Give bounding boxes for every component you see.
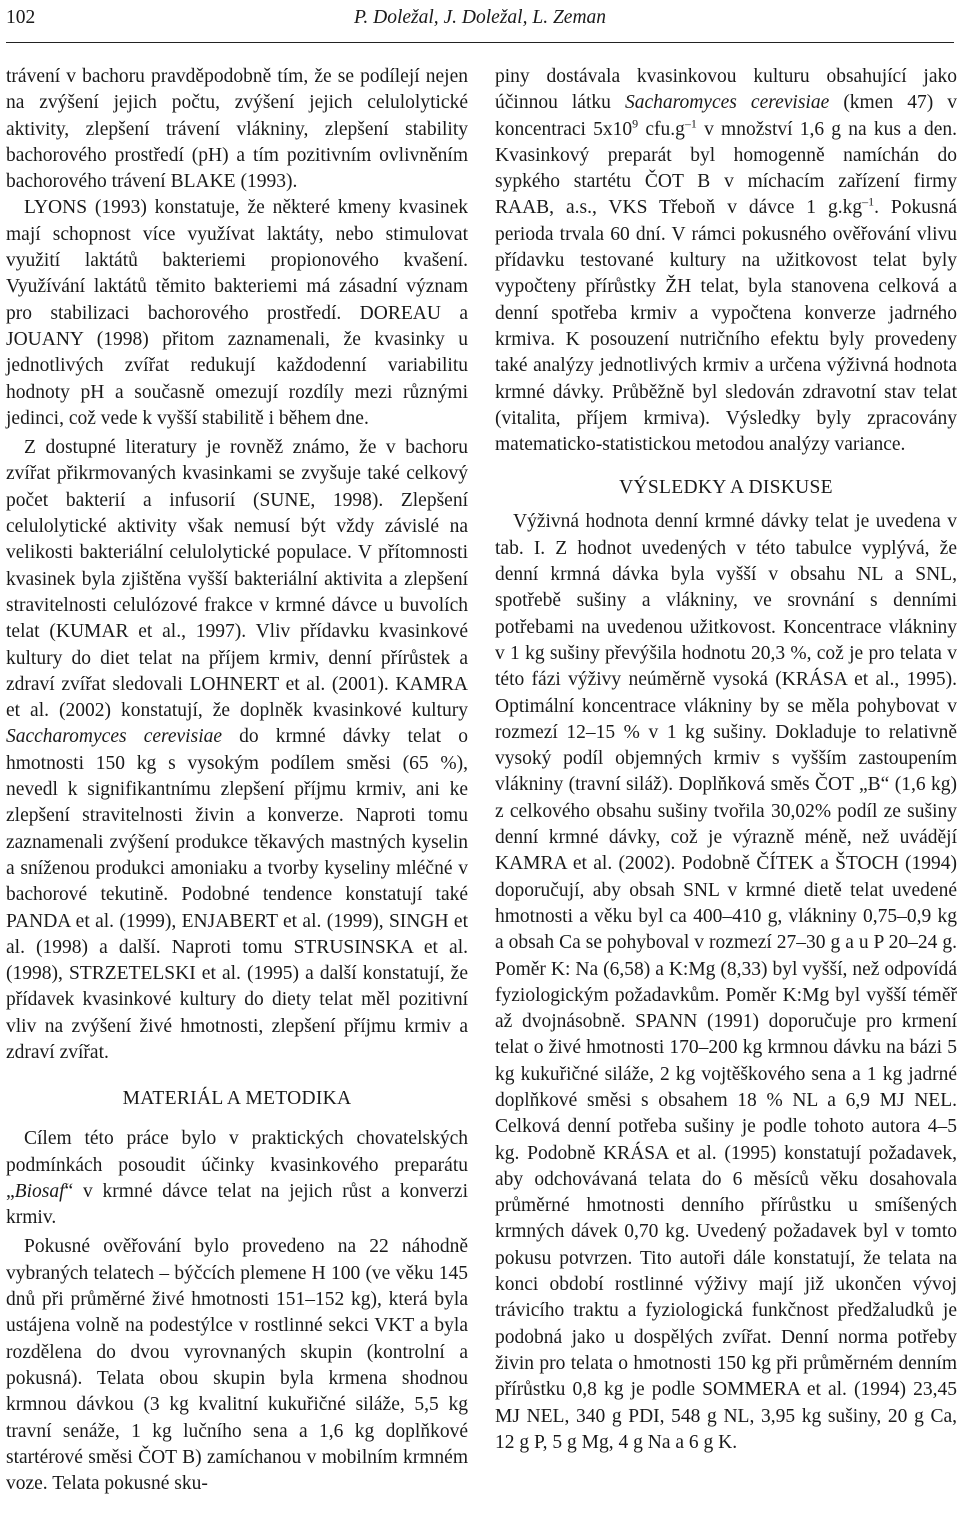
paragraph-results: Výživná hodnota denní krmné dávky telat je uvedena v tab. I. Z hodnot uvedených v této tabulce vyplývá, že denní krmná dávka byla vyšší v obsahu NL a SNL, spotřebě sušiny a vlákniny, ve srovnání s denními potřebami na uvedenou užitkovost. Koncentrace vlákniny v 1 kg sušiny převýšila hodnotu 20,3 %, což je pro telata v této fázi výživy neúměrně vysoká (KRÁSA et al., 1995). Optimální koncentrace vlákniny by se měla pohybovat v rozmezí 12–15 % v 1 kg sušiny. Dokladuje to relativně vysoký podíl objemných krmiv s vyšším zastoupením vlákniny (travní siláž). Doplňková směs ČOT „B“ (1,6 kg) z celkového obsahu sušiny tvořila 30,02% podíl ze sušiny denní krmné dávky, což je výrazně méně, než uvádějí KAMRA et al. (2002). Podobně ČÍTEK a ŠTOCH (1994) doporučují, aby obsah SNL v krmné dietě telat uvedené hmotnosti a věku byl ca 400–410 g, vlákniny 0,75–0,9 kg a obsah Ca se pohyboval v rozmezí 27–30 g a u P 20–24 g. Poměr K: Na (6,58) a K:Mg (8,33) byl vyšší, než odpovídá fyziologickým požadavkům. Poměr K:Mg byl vyšší téměř až dvojnásobně. SPANN (1991) doporučuje pro krmení telat o živé hmotnosti 170–200 kg krmnou dávku na bázi 5 kg kukuřičné siláže, 2 kg vojtěškového sena a 1 kg jadrné doplňkové směsi s obsahem 18 % NL a 6,9 MJ NEL. Celková denní potřeba sušiny je podle tohoto autora 4–5 kg. Podobně KRÁSA et al. (1995) konstatují požadavek, aby odchovávaná telata do 6 měsíců věku dosahovala průměrné hmotnosti denního přírůstku u smíšených krmných dávek 0,70 kg. Uvedený požadavek byl v tomto pokusu potvrzen. Tito autoři dále konstatují, že telata na konci období rostlinné výživy mají již ukončen vývoj trávicího traktu a fyziologická funkčnost předžaludků je podobná jako u dospělých zvířat. Denní norma potřeby živin pro telata o hmotnosti 150 kg při průměrném denním přírůstku 0,8 kg je podle SOMMERA et al. (1994) 23,45 MJ NEL, 340 g PDI, 548 g NL, 3,95 kg sušiny, 20 g Ca, 12 g P, 5 g Mg, 4 g Na a 6 g K. — [495, 511, 957, 1453]
running-head-authors: P. Doležal, J. Doležal, L. Zeman — [353, 7, 607, 28]
paragraph-aim: Cílem této práce bylo v praktických chovatelských podmínkách posoudit účinky kvasinkového preparátu „Biosaf“ v krmné dávce telat na jejich růst a konverzi krmiv. — [6, 1128, 468, 1229]
page-header — [6, 0, 954, 36]
paragraph-literature: Z dostupné literatury je rovněž známo, že v bachoru zvířat přikrmovaných kvasinkami se zvyšuje také celkový počet bakterií a infusorií (SUNE, 1998). Zlepšení celulolytické aktivity však nemusí být vždy závislé na velikosti bakteriální celulolytické populace. V přítomnosti kvasinek byla zjištěna vyšší bakteriální aktivita a zlepšení stravitelnosti celulózové frakce v krmné dávce u buvolích telat (KUMAR et al., 1997). Vliv přídavku kvasinkové kultury do diet telat na příjem krmiv, denní přírůstek a zdraví zvířat sledovali LOHNERT et al. (2001). KAMRA et al. (2002) konstatují, že doplněk kvasinkové kultury Saccharomyces cerevisiae do krmné dávky telat o hmotnosti 150 kg s vysokým podílem směsi (65 %), nevedl k signifikantnímu zlepšení příjmu krmiv, ani ke zlepšení stravitelnosti živin a konverze. Naproti tomu zaznamenali zvýšení produkce těkavých mastných kyselin a sníženou produkci amoniaku a tvorby kyseliny mléčné v bachorové tekutině. Podobné tendence konstatují také PANDA et al. (1999), ENJABERT et al. (1999), SINGH et al. (1998) a další. Naproti tomu STRUSINSKA et al. (1998), STRZETELSKI et al. (1995) a další konstatují, že přídavek kvasinkové kultury do diety telat měl pozitivní vliv na zvýšení živé hmotnosti, zlepšení příjmu krmiv a zdraví zvířat. — [6, 437, 468, 1063]
paragraph-lyons: LYONS (1993) konstatuje, že některé kmeny kvasinek mají schopnost více využívat laktáty, nebo stimulovat využití laktátů bakteriemi propionového kvašení. Využívání laktátů těmito bakteriemi má zásadní význam pro stabilizaci bachorového prostředí. DOREAU a JOUANY (1998) přitom zaznamenali, že kvasinky u jednotlivých zvířat redukují každodenní variabilitu hodnoty pH a současně omezují rozdíly mezi různými jedinci, což vede k vyšší stabilitě i během dne. — [6, 197, 468, 429]
left-column — [6, 64, 468, 1497]
right-column — [495, 64, 957, 1456]
heading-results-discussion: VÝSLEDKY A DISKUSE — [619, 477, 833, 499]
paragraph-experiment-continued: piny dostávala kvasinkovou kulturu obsahující jako účinnou látku Sacharomyces cerevisiae (kmen 47) v koncentraci $5x10^9$ $cfu.g^{-1}$ v množství 1,6 g na kus a den. Kvasinkový preparát byl homogenně namíchán do sypkého startétu ČOT B v míchacím zařízení firmy RAAB, a.s., VKS Třeboň v dávce 1 $g.kg^{-1}$. Pokusná perioda trvala 60 dní. V rámci pokusného ověřování vlivu přídavku testované kultury na užitkovost telat byly vypočteny přírůstky ŽH telat, byla stanovena celková a denní spotřeba krmiv a vypočtena konverze jadrného krmiva. K posouzení nutričního efektu byly provedeny také analýzy jednotlivých krmiv a určena výživná hodnota krmné dávky. Průběžně byl sledován zdravotní stav telat (vitalita, příjem krmiva). Výsledky byly zpracovány matematicko-statistickou metodou analýzy variance. — [495, 66, 958, 456]
page-number: 102 — [6, 7, 36, 28]
species-name: Saccharomyces cerevisiae — [6, 726, 223, 748]
product-name: Biosaf — [14, 1180, 65, 1202]
paragraph-intro-continued: trávení v bachoru pravděpodobně tím, že se podílejí nejen na zvýšení jejich počtu, zvýšení jejich celulolytické aktivity, zlepšení trávení vlákniny, zlepšení stability bachorového prostředí (pH) a tím pozitivním ovlivněním bachorového trávení BLAKE (1993). — [6, 66, 468, 193]
header-rule — [6, 42, 954, 43]
species-name: Sacharomyces cerevisiae — [624, 92, 830, 114]
heading-materials-methods: MATERIÁL A METODIKA — [122, 1088, 352, 1110]
paragraph-experiment: Pokusné ověřování bylo provedeno na 22 náhodně vybraných telatech – býčcích plemene H 100 (ve věku 145 dnů při průměrné živé hmotnosti 151–152 kg), která byla ustájena volně na podestýlce v rostlinné sekci VKT a byla rozdělena do dvou vyrovnaných skupin (kontrolní a pokusná). Telata obou skupin byla krmena shodnou krmnou dávkou (3 kg kvalitní kukuřičné siláže, 5,5 kg travní senáže, 1 kg lučního sena a 1,6 kg doplňkové startérové směsi ČOT B) zamíchanou v mobilním krmném voze. Telata pokusné sku- — [6, 1236, 468, 1495]
